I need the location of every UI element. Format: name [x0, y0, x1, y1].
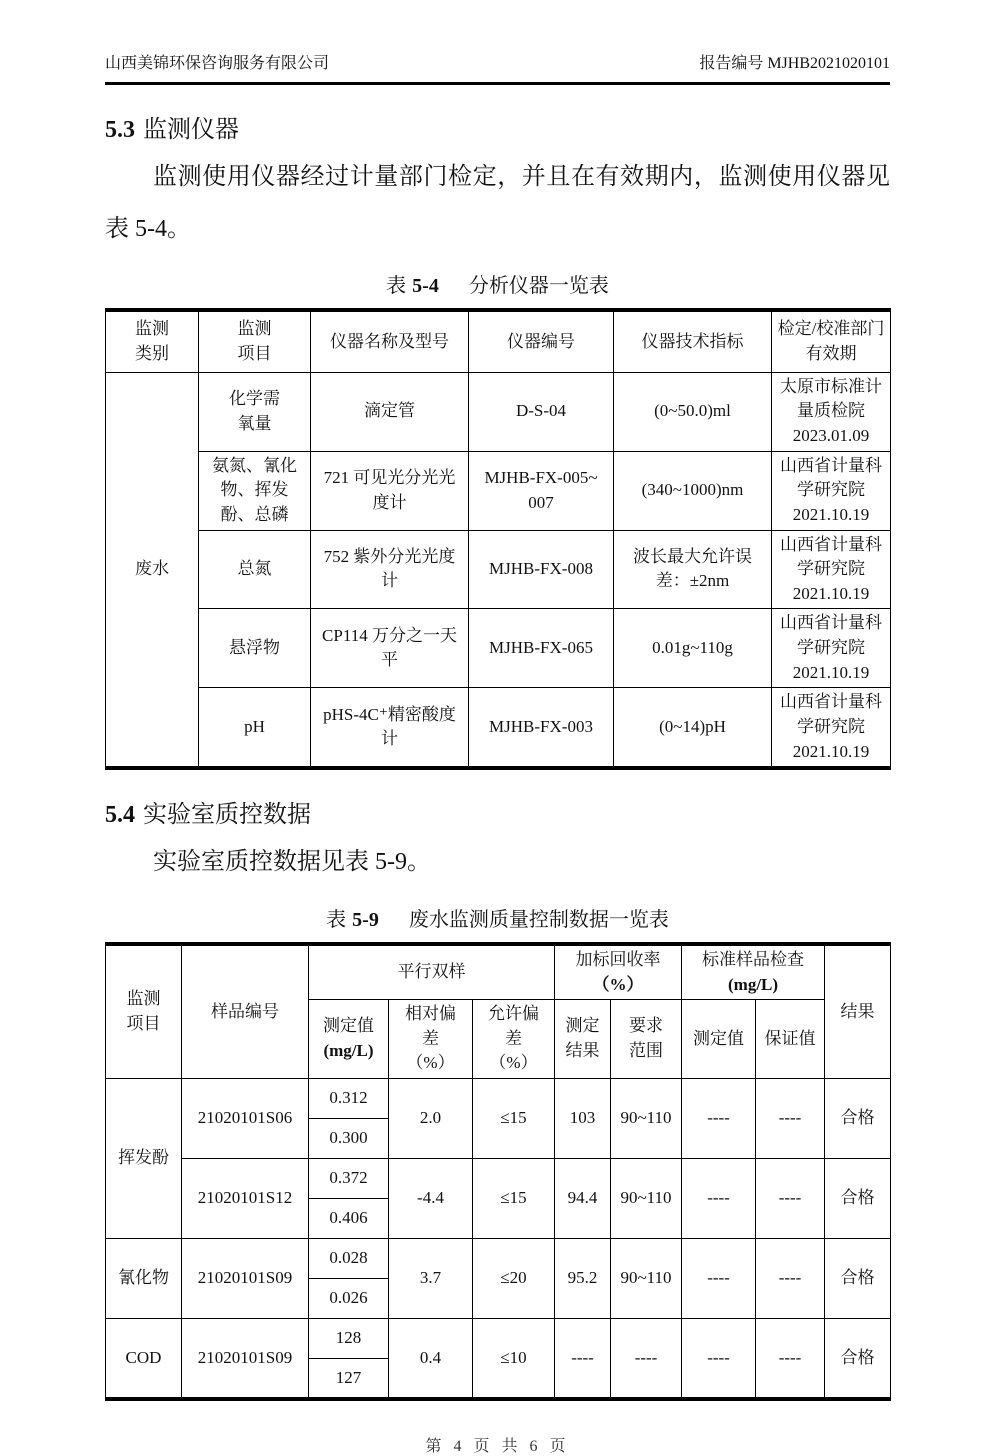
header-label: 监测项目: [237, 319, 272, 363]
section-number: 5.4: [105, 802, 135, 829]
section-5-4-paragraph: 实验室质控数据见表 5-9。: [153, 849, 431, 876]
item-cell: [199, 451, 311, 530]
header-label: 加标回收率: [575, 949, 661, 969]
instrument-table: [105, 308, 891, 770]
header-cell: [555, 944, 682, 1000]
agency-cell: [772, 451, 891, 530]
code-cell: [469, 609, 614, 688]
code-label: D-S-04: [515, 401, 567, 421]
valid-date: 2023.01.09: [792, 425, 870, 445]
instrument-cell: [311, 688, 469, 768]
caption-prefix: 表: [326, 908, 347, 931]
qc-table: [105, 942, 891, 1401]
header-label: 标准样品检查: [702, 949, 805, 969]
code-label: MJHB-FX-065: [489, 638, 593, 658]
header-cell: [309, 1000, 389, 1079]
instrument-cell: [311, 451, 469, 530]
sample-id-cell: 21020101S09: [182, 1319, 309, 1399]
item-cell: COD: [106, 1319, 182, 1399]
recovery-result-cell: 103: [555, 1079, 611, 1159]
result-cell: 合格: [825, 1159, 891, 1239]
page-header: [105, 50, 890, 85]
agency-cell: [772, 372, 891, 451]
caption-text: 废水监测质量控制数据一览表: [408, 908, 669, 931]
recovery-range-cell: 90~110: [611, 1079, 682, 1159]
code-cell: [469, 530, 614, 609]
allowed-dev-cell: ≤20: [473, 1239, 555, 1319]
section-title: 实验室质控数据: [143, 802, 311, 829]
allowed-dev-cell: ≤10: [473, 1319, 555, 1399]
std-value-cell: ----: [682, 1239, 756, 1319]
header-cell: 保证值: [756, 1000, 825, 1079]
caption-number: 5-9: [352, 908, 379, 931]
rel-dev-cell: 3.7: [389, 1239, 473, 1319]
valid-date: 2021.10.19: [792, 662, 870, 682]
code-cell: [469, 688, 614, 768]
agency-label: 山西省计量科学研究院: [780, 692, 882, 737]
table-row: [106, 1159, 891, 1199]
value-cell: 0.406: [309, 1199, 389, 1239]
value-cell: 0.026: [309, 1279, 389, 1319]
instrument-cell: [311, 372, 469, 451]
table-5-9-caption: [105, 903, 890, 932]
spec-cell: (340~1000)nm: [614, 451, 772, 530]
report-number: 报告编号 MJHB2021020101: [699, 55, 890, 72]
section-5-4-heading: [105, 794, 890, 829]
header-cell: 仪器名称及型号: [311, 310, 469, 372]
header-cell: 平行双样: [309, 944, 555, 1000]
sample-id-cell: 21020101S12: [182, 1159, 309, 1239]
header-cell: 检定/校准部门有效期: [772, 310, 891, 372]
table-row: [106, 688, 891, 768]
header-label: 监测项目: [126, 989, 161, 1033]
instrument-label: 721 可见光分光光度计: [323, 467, 456, 512]
recovery-range-cell: ----: [611, 1319, 682, 1399]
recovery-result-cell: ----: [555, 1319, 611, 1399]
value-cell: 0.300: [309, 1119, 389, 1159]
recovery-range-cell: 90~110: [611, 1159, 682, 1239]
allowed-dev-cell: ≤15: [473, 1079, 555, 1159]
rel-dev-cell: -4.4: [389, 1159, 473, 1239]
agency-label: 山西省计量科学研究院: [780, 613, 882, 658]
code-label: MJHB-FX-005~007: [484, 467, 598, 512]
table-header-row: [106, 310, 891, 372]
header-unit: (mg/L): [728, 974, 779, 994]
spec-cell: 0.01g~110g: [614, 609, 772, 688]
recovery-range-cell: 90~110: [611, 1239, 682, 1319]
result-cell: 合格: [825, 1079, 891, 1159]
caption-number: 5-4: [412, 275, 439, 298]
std-value-cell: ----: [682, 1159, 756, 1239]
table-row: [106, 609, 891, 688]
spec-cell: 波长最大允许误差：±2nm: [614, 530, 772, 609]
spec-cell: (0~14)pH: [614, 688, 772, 768]
header-cell: [611, 1000, 682, 1079]
header-cell: 仪器编号: [469, 310, 614, 372]
header-cell: 仪器技术指标: [614, 310, 772, 372]
instrument-label: pHS-4C⁺精密酸度计: [323, 704, 456, 749]
header-cell: 样品编号: [182, 944, 309, 1079]
header-label: 测定值: [323, 1016, 374, 1036]
code-cell: [469, 372, 614, 451]
header-label: 测定结果: [565, 1016, 600, 1061]
table-row: [106, 372, 891, 451]
agency-label: 山西省计量科学研究院: [780, 455, 882, 500]
section-5-3-heading: [105, 109, 890, 144]
header-cell: [106, 310, 199, 372]
item-label: 氨氮、氰化物、挥发酚、总磷: [212, 455, 297, 524]
item-cell: 挥发酚: [106, 1079, 182, 1239]
item-cell: 氰化物: [106, 1239, 182, 1319]
instrument-label: CP114 万分之一天平: [322, 625, 457, 670]
rel-dev-cell: 2.0: [389, 1079, 473, 1159]
header-cell: [199, 310, 311, 372]
instrument-label: 滴定管: [364, 401, 415, 421]
table-row: [106, 530, 891, 609]
instrument-label: 752 紫外分光光度计: [323, 546, 456, 591]
std-guarantee-cell: ----: [756, 1079, 825, 1159]
recovery-result-cell: 94.4: [555, 1159, 611, 1239]
caption-prefix: 表: [386, 275, 407, 298]
value-cell: 0.312: [309, 1079, 389, 1119]
rel-dev-cell: 0.4: [389, 1319, 473, 1399]
std-value-cell: ----: [682, 1079, 756, 1159]
agency-cell: [772, 530, 891, 609]
std-guarantee-cell: ----: [756, 1319, 825, 1399]
header-cell: [473, 1000, 555, 1079]
section-title: 监测仪器: [143, 117, 239, 143]
sample-id-cell: 21020101S09: [182, 1239, 309, 1319]
spec-cell: (0~50.0)ml: [614, 372, 772, 451]
allowed-dev-cell: ≤15: [473, 1159, 555, 1239]
header-cell: 结果: [825, 944, 891, 1079]
result-cell: 合格: [825, 1239, 891, 1319]
caption-text: 分析仪器一览表: [468, 275, 609, 298]
agency-cell: [772, 688, 891, 768]
header-cell: 测定值: [682, 1000, 756, 1079]
header-unit: (mg/L): [323, 1041, 374, 1061]
item-cell: [199, 372, 311, 451]
table-row: [106, 1239, 891, 1279]
header-unit: （%）: [592, 974, 644, 994]
header-cell: [106, 944, 182, 1079]
agency-cell: [772, 609, 891, 688]
page-footer: 第 4 页 共 6 页: [425, 1437, 570, 1455]
value-cell: 127: [309, 1359, 389, 1399]
code-label: MJHB-FX-003: [489, 717, 593, 737]
code-label: MJHB-FX-008: [489, 559, 593, 579]
header-label: 监测类别: [135, 319, 169, 363]
item-cell: pH: [199, 688, 311, 768]
header-label: 允许偏差（%）: [488, 1004, 540, 1073]
item-cell: 总氮: [199, 530, 311, 609]
valid-date: 2021.10.19: [792, 741, 870, 761]
std-guarantee-cell: ----: [756, 1239, 825, 1319]
instrument-cell: [311, 530, 469, 609]
header-cell: [555, 1000, 611, 1079]
table-5-4-caption: [105, 269, 890, 298]
valid-date: 2021.10.19: [792, 583, 870, 603]
table-header-row: [106, 944, 891, 1000]
table-row: [106, 1079, 891, 1119]
recovery-result-cell: 95.2: [555, 1239, 611, 1319]
sample-id-cell: 21020101S06: [182, 1079, 309, 1159]
agency-label: 山西省计量科学研究院: [780, 534, 882, 579]
agency-label: 太原市标准计量质检院: [780, 376, 882, 421]
code-cell: [469, 451, 614, 530]
section-number: 5.3: [105, 117, 135, 143]
section-5-3-paragraph: 监测使用仪器经过计量部门检定，并且在有效期内，监测使用仪器见表 5-4。: [105, 164, 890, 242]
category-cell: 废水: [106, 372, 199, 768]
value-cell: 128: [309, 1319, 389, 1359]
instrument-cell: [311, 609, 469, 688]
item-cell: 悬浮物: [199, 609, 311, 688]
item-label: 化学需氧量: [229, 389, 280, 433]
header-cell: [682, 944, 825, 1000]
result-cell: 合格: [825, 1319, 891, 1399]
header-label: 要求范围: [629, 1016, 664, 1061]
valid-date: 2021.10.19: [792, 504, 870, 524]
header-label: 相对偏差（%）: [405, 1004, 456, 1073]
value-cell: 0.028: [309, 1239, 389, 1279]
header-cell: [389, 1000, 473, 1079]
table-row: [106, 451, 891, 530]
std-guarantee-cell: ----: [756, 1159, 825, 1239]
value-cell: 0.372: [309, 1159, 389, 1199]
std-value-cell: ----: [682, 1319, 756, 1399]
company-name: 山西美锦环保咨询服务有限公司: [105, 55, 330, 72]
table-row: [106, 1319, 891, 1359]
